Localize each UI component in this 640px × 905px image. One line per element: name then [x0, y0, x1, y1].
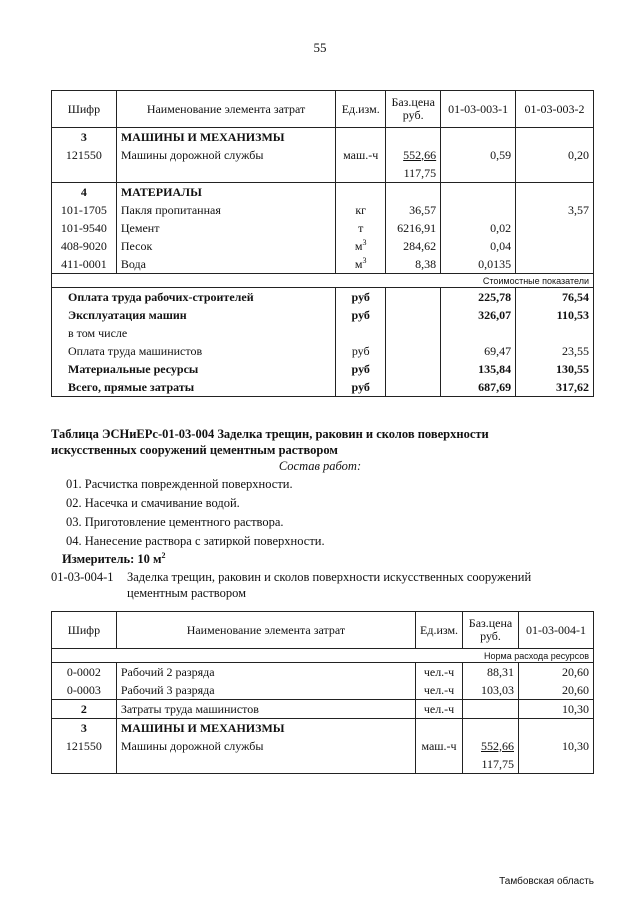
- unit-sup: 3: [362, 256, 367, 265]
- header-code: Шифр: [52, 612, 117, 649]
- row-name: Вода: [116, 255, 335, 274]
- row-price: 88,31: [463, 663, 519, 682]
- header-col1: 01-03-004-1: [519, 612, 594, 649]
- row-unit: чел.-ч: [416, 681, 463, 700]
- table-row: [52, 146, 594, 164]
- table-header-row: [52, 91, 594, 128]
- row-unit: чел.-ч: [416, 663, 463, 682]
- row-price: 552,66: [386, 146, 441, 164]
- row-name: Машины дорожной службы: [116, 146, 335, 164]
- row-value-2: [516, 255, 594, 274]
- row-name: Пакля пропитанная: [116, 201, 335, 219]
- row-value-2: 3,57: [516, 201, 594, 219]
- summary-unit: руб: [336, 342, 386, 360]
- summary-note: в том числе: [52, 324, 336, 342]
- row-unit: [336, 255, 386, 274]
- summary-value-1: 225,78: [441, 288, 516, 307]
- section-row: [52, 128, 594, 147]
- row-name: Затраты труда машинистов: [116, 700, 415, 719]
- row-name: Машины дорожной службы: [116, 737, 415, 755]
- row-unit: [336, 237, 386, 255]
- unit-sup: 3: [362, 238, 367, 247]
- row-name: Рабочий 3 разряда: [116, 681, 415, 700]
- section-title-line-1: Таблица ЭСНиЕРс-01-03-004 Заделка трещин, раковин и сколов поверхности: [51, 427, 489, 441]
- summary-value-1: 326,07: [441, 306, 516, 324]
- resource-table-2: [51, 611, 594, 774]
- section-number: 3: [52, 128, 117, 147]
- page-number: 55: [313, 40, 327, 55]
- row-code: 101-1705: [52, 201, 117, 219]
- row-value-2: 0,20: [516, 146, 594, 164]
- caption-row: [52, 649, 594, 663]
- row-code: 2: [52, 700, 117, 719]
- table-row: [52, 700, 594, 719]
- table-row: [52, 663, 594, 682]
- summary-value-1: 687,69: [441, 378, 516, 397]
- unit-text: кг: [355, 203, 367, 217]
- row-price: 552,66: [463, 737, 519, 755]
- summary-value-2: 110,53: [516, 306, 594, 324]
- row-value-2: [516, 237, 594, 255]
- table-row: [52, 164, 594, 183]
- row-code: 121550: [52, 737, 117, 755]
- table-row: [52, 237, 594, 255]
- header-code: Шифр: [52, 91, 117, 128]
- table-header-row: [52, 612, 594, 649]
- section-title: МАШИНЫ И МЕХАНИЗМЫ: [116, 128, 335, 147]
- row-code: 101-9540: [52, 219, 117, 237]
- caption-row: [52, 274, 594, 288]
- summary-row: [52, 342, 594, 360]
- item-description-line-2: цементным раствором: [127, 586, 247, 600]
- unit-text: м: [354, 257, 363, 271]
- row-value-1: 0,02: [441, 219, 516, 237]
- summary-row: [52, 288, 594, 307]
- row-name: Песок: [116, 237, 335, 255]
- table-row: [52, 255, 594, 274]
- norm-caption: Норма расхода ресурсов: [52, 649, 594, 663]
- row-price: 36,57: [386, 201, 441, 219]
- cost-caption: Стоимостные показатели: [52, 274, 594, 288]
- header-col2: 01-03-003-2: [516, 91, 594, 128]
- measure-unit: [62, 551, 166, 567]
- summary-row: [52, 360, 594, 378]
- summary-value-2: 23,55: [516, 342, 594, 360]
- header-unit: Ед.изм.: [416, 612, 463, 649]
- row-value-1: 10,30: [519, 700, 594, 719]
- row-name: Рабочий 2 разряда: [116, 663, 415, 682]
- row-value-1: [441, 201, 516, 219]
- row-name: Цемент: [116, 219, 335, 237]
- footer-region: Тамбовская область: [499, 876, 594, 887]
- row-value-1: 0,0135: [441, 255, 516, 274]
- header-name: Наименование элемента затрат: [116, 91, 335, 128]
- section-row: [52, 719, 594, 738]
- table-row: [52, 219, 594, 237]
- section-row: [52, 183, 594, 202]
- section-number: 4: [52, 183, 117, 202]
- row-unit: [336, 201, 386, 219]
- table-row: [52, 755, 594, 774]
- summary-row: [52, 378, 594, 397]
- row-unit: [336, 219, 386, 237]
- row-value-2: [516, 219, 594, 237]
- summary-value-2: 76,54: [516, 288, 594, 307]
- resource-table-1: [51, 90, 594, 397]
- item-code: 01-03-004-1: [51, 570, 114, 584]
- summary-unit: руб: [336, 378, 386, 397]
- row-value-1: 10,30: [519, 737, 594, 755]
- summary-name: Материальные ресурсы: [52, 360, 336, 378]
- measure-sup: 2: [161, 551, 166, 560]
- work-step: 03. Приготовление цементного раствора.: [66, 515, 284, 529]
- summary-unit: руб: [336, 360, 386, 378]
- row-price: 103,03: [463, 681, 519, 700]
- header-name: Наименование элемента затрат: [116, 612, 415, 649]
- row-code: 121550: [52, 146, 117, 164]
- section-title: МАШИНЫ И МЕХАНИЗМЫ: [116, 719, 415, 738]
- summary-row: [52, 306, 594, 324]
- section-title: [51, 426, 489, 458]
- work-step: 04. Нанесение раствора с затиркой поверхности.: [66, 534, 325, 548]
- section-title: МАТЕРИАЛЫ: [116, 183, 335, 202]
- section-number: 3: [52, 719, 117, 738]
- row-unit: маш.-ч: [416, 737, 463, 755]
- row-unit: маш.-ч: [336, 146, 386, 164]
- row-code: 0-0003: [52, 681, 117, 700]
- row-value-1: 0,04: [441, 237, 516, 255]
- summary-name: Эксплуатация машин: [52, 306, 336, 324]
- item-description-line-1: Заделка трещин, раковин и сколов поверхности искусственных сооружений: [127, 570, 532, 584]
- summary-value-2: 317,62: [516, 378, 594, 397]
- composition-heading: Состав работ:: [278, 459, 362, 473]
- row-price: 8,38: [386, 255, 441, 274]
- summary-unit: руб: [336, 288, 386, 307]
- work-step: 02. Насечка и смачивание водой.: [66, 496, 240, 510]
- header-col1: 01-03-003-1: [441, 91, 516, 128]
- row-code: 411-0001: [52, 255, 117, 274]
- section-title-line-2: искусственных сооружений цементным раствором: [51, 443, 338, 457]
- measure-label: Измеритель: 10 м: [62, 552, 162, 567]
- summary-name: Всего, прямые затраты: [52, 378, 336, 397]
- header-price: Баз.цена руб.: [386, 91, 441, 128]
- summary-value-1: 69,47: [441, 342, 516, 360]
- unit-text: т: [358, 221, 364, 235]
- header-price: Баз.цена руб.: [463, 612, 519, 649]
- row-code: 408-9020: [52, 237, 117, 255]
- row-code: 0-0002: [52, 663, 117, 682]
- row-value-1: 0,59: [441, 146, 516, 164]
- row-unit: чел.-ч: [416, 700, 463, 719]
- header-unit: Ед.изм.: [336, 91, 386, 128]
- row-value-1: 20,60: [519, 663, 594, 682]
- summary-name: Оплата труда машинистов: [52, 342, 336, 360]
- table-row: [52, 201, 594, 219]
- table-row: [52, 681, 594, 700]
- summary-unit: руб: [336, 306, 386, 324]
- summary-name: Оплата труда рабочих-строителей: [52, 288, 336, 307]
- summary-row: [52, 324, 594, 342]
- row-price-secondary: 117,75: [386, 164, 441, 183]
- row-price: 6216,91: [386, 219, 441, 237]
- table-row: [52, 737, 594, 755]
- row-price: 284,62: [386, 237, 441, 255]
- summary-value-1: 135,84: [441, 360, 516, 378]
- work-step: 01. Расчистка поврежденной поверхности.: [66, 477, 293, 491]
- summary-value-2: 130,55: [516, 360, 594, 378]
- unit-text: м: [354, 239, 363, 253]
- row-value-1: 20,60: [519, 681, 594, 700]
- row-price-secondary: 117,75: [463, 755, 519, 774]
